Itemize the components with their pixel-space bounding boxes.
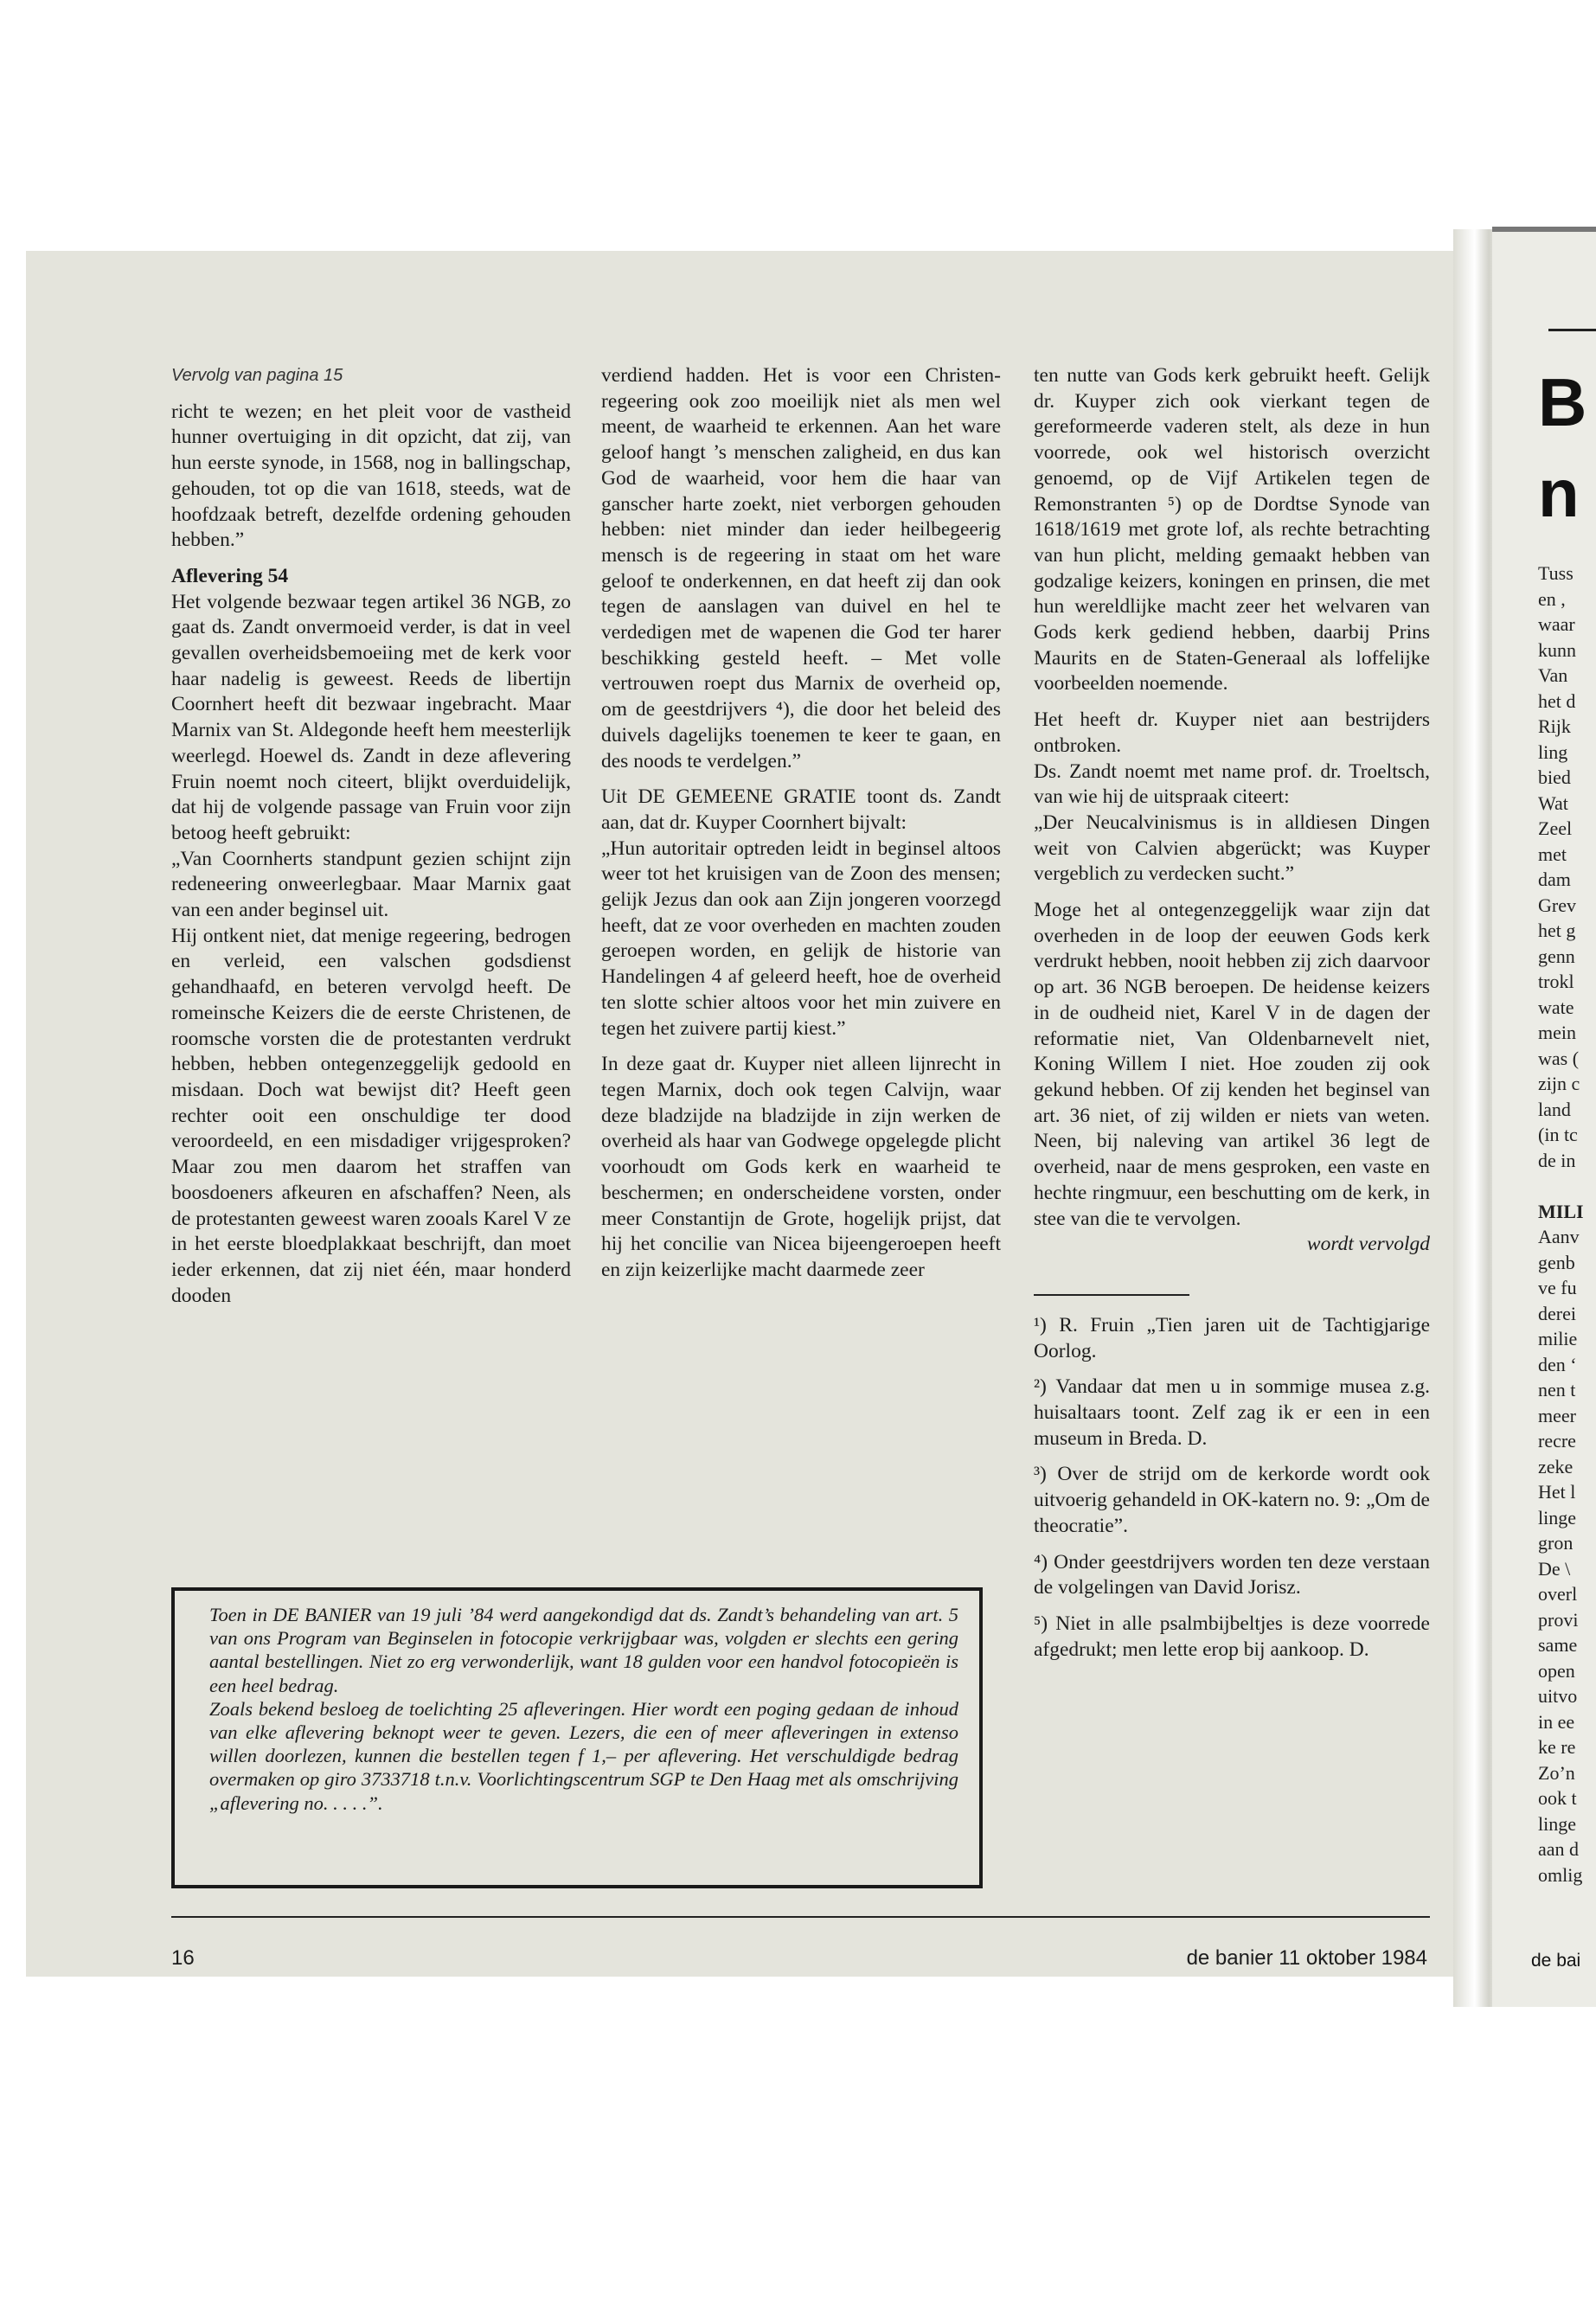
right-page-footer: de bai [1531, 1951, 1581, 1971]
right-page-line: waar [1538, 613, 1575, 635]
right-page-line: Tuss [1538, 562, 1574, 584]
right-page-line: de in [1538, 1149, 1576, 1171]
right-page-line: linge [1538, 1812, 1576, 1835]
column-2 [601, 363, 1001, 1294]
right-page-line: Van [1538, 664, 1568, 686]
continued-from: Vervolg van pagina 15 [171, 366, 343, 385]
footnote: ²) Vandaar dat men u in sommige musea z.g. huisaltaars toont. Zelf zag ik er een in een museum in Breda. D. [1034, 1375, 1430, 1450]
column-3 [1034, 363, 1430, 1673]
column-1 [171, 363, 571, 1309]
right-page-line: genb [1538, 1251, 1575, 1273]
right-page-line: het g [1538, 920, 1576, 941]
right-page-line: uitvo [1538, 1685, 1578, 1707]
paragraph: In deze gaat dr. Kuyper niet alleen lijnrecht in tegen Marnix, doch ook tegen Calvijn, waar deze bladzijde na bladzijde in zijn werken de overheid als haar van Godwege opgelegde plicht voorhoudt om Gods kerk en waarheid te beschermen; en onderscheidene vorsten, onder meer Constantijn de Grote, hogelijk prijst, dat hij het concilie van Nicea bijeengeroepen heeft en zijn keizerlijke macht daarmede zeer [601, 1053, 1001, 1281]
quote-paragraph: „Van Coornherts standpunt gezien schijnt zijn redeneering onweerlegbaar. Maar Marnix gaat van een ander beginsel uit. [171, 847, 571, 922]
right-page-line: zeke [1538, 1455, 1574, 1477]
right-page-line: omlig [1538, 1863, 1583, 1886]
right-page-line: kunn [1538, 638, 1576, 661]
right-page-line [1538, 1173, 1596, 1199]
paragraph: Het heeft dr. Kuyper niet aan bestrijders ontbroken. [1034, 708, 1430, 757]
paragraph: Ds. Zandt noemt met name prof. dr. Troeltsch, van wie hij de uitspraak citeert: [1034, 760, 1430, 809]
right-page-line: ve fu [1538, 1277, 1577, 1298]
footnote: ¹) R. Fruin „Tien jaren uit de Tachtigjarige Oorlog. [1034, 1313, 1430, 1362]
right-page-line: Zeel [1538, 817, 1573, 839]
right-page-line: derei [1538, 1302, 1576, 1324]
right-page-line: den ‘ [1538, 1353, 1577, 1375]
notice-box [171, 1587, 983, 1888]
paragraph: Het volgende bezwaar tegen artikel 36 NGB, zo gaat ds. Zandt onvermoeid verder, is dat in veel gevallen overheidsbemoeiing met de kerk voor haar nadelig is geweest. Reeds de libertijn Coornhert heeft dit bezwaar ingebracht. Maar Marnix van St. Aldegonde heeft hem meesterlijk weerlegd. Hoewel ds. Zandt in deze aflevering Fruin noemt noch citeert, blijkt overduidelijk, dat hij de volgende passage van Fruin voor zijn betoog heeft gebruikt: [171, 590, 571, 844]
right-page-line: Het l [1538, 1481, 1576, 1503]
right-page-line: same [1538, 1634, 1578, 1656]
right-page-line: MILI [1538, 1200, 1584, 1222]
footnote: ⁴) Onder geestdrijvers worden ten deze verstaan de volgelingen van David Jorisz. [1034, 1550, 1430, 1599]
paragraph: ten nutte van Gods kerk gebruikt heeft. Gelijk dr. Kuyper zich ook vierkant tegen de gereformeerde vaderen stelt, als deze in hun voorrede, ook wel historisch overzicht genoemd, op de Vijf Artikelen tegen de Remonstranten ⁵) op de Dordtse Synode van 1618/1619 met grote lof, als rechte betrachting van hun plicht, melding gemaakt hebben van godzalige keizers, koningen en prinsen, die met hun wereldlijke macht zeer het welvaren van Gods kerk gediend hebben, daarbij Prins Maurits en de Staten-Generaal als loffelijke voorbeelden noemende. [1034, 364, 1430, 695]
quote-paragraph: „Hun autoritair optreden leidt in beginsel altoos weer tot het kruisigen van de Zoon des mensen; gelijk Jezus dan ook aan Zijn jongeren voorzegd heeft, dat ze voor overheden en machten zouden geroepen worden, en gelijk de historie van Handelingen 4 af geleerd heeft, hoe de overheid ten slotte schier altoos voor het min zuivere en tegen het zuivere partij kiest.” [601, 836, 1001, 1040]
publication-footer: de banier 11 oktober 1984 [1186, 1946, 1427, 1970]
footer-rule [171, 1916, 1430, 1918]
right-page-line: ook t [1538, 1787, 1577, 1809]
right-page-line: land [1538, 1098, 1571, 1120]
notice-paragraph: Zoals bekend besloeg de toelichting 25 afleveringen. Hier wordt een poging gedaan de inhoud van elke aflevering beknopt weer te geven. Lezers, die een of meer afleveringen in extenso willen doorlezen, kunnen die bestellen tegen f 1,– per aflevering. Het verschuldigde bedrag overmaken op giro 3733718 t.n.v. Voorlichtingscentrum SGP te Den Haag met als omschrijving „aflevering no. . . . .”. [209, 1697, 958, 1814]
right-page-line: met [1538, 843, 1567, 865]
right-page-line: milie [1538, 1328, 1578, 1349]
right-page-line: meer [1538, 1404, 1576, 1426]
right-page-line: trokl [1538, 971, 1574, 992]
right-page-edge [1492, 227, 1596, 232]
right-page-line: recre [1538, 1430, 1576, 1452]
right-page-top-rule [1548, 329, 1596, 331]
continued-note: wordt vervolgd [1306, 1233, 1430, 1256]
right-page-line: genn [1538, 945, 1575, 967]
right-page-line: dam [1538, 868, 1571, 890]
right-page-line: het d [1538, 689, 1576, 712]
right-page-line: ling [1538, 740, 1568, 763]
right-page-line: aan d [1538, 1838, 1580, 1860]
right-page-line: (in tc [1538, 1124, 1578, 1145]
right-page-line: Rijk [1538, 715, 1571, 737]
notice-paragraph: Toen in DE BANIER van 19 juli ’84 werd aangekondigd dat ds. Zandt’s behandeling van art. 5 van ons Program van Beginselen in fotocopie verkrijgbaar was, volgden er slechts een gering aantal bestellingen. Niet zo erg verwonderlijk, want 18 gulden voor een handvol fotocopieën is een heel bedrag. [209, 1604, 958, 1696]
right-page-line: gron [1538, 1532, 1574, 1554]
right-page-line: overl [1538, 1583, 1578, 1605]
right-page-line: was ( [1538, 1047, 1580, 1069]
quote-paragraph: verdiend hadden. Het is voor een Christen-regeering ook zoo moeilijk niet als men wel meent, de waarheid te erkennen. Aan het ware geloof hangt ’s menschen zaligheid, en dus kan God de waarheid, voor hem die haar van ganscher harte zoekt, niet verborgen gehouden hebben: niet minder dan ieder heilbegeerig mensch is de regeering in staat om het ware geloof te onderkennen, en dat heeft zij dan ook tegen de aanslagen van duivel en hel te verdedigen met de wapenen die God ter harer beschikking gesteld heeft. – Met volle vertrouwen roept dus Marnix de overheid op, om de geestdrijvers ⁴), die door het beleid des duivels dagelijks toenemen te keer te gaan, en des noods te verdelgen.” [601, 364, 1001, 772]
right-page-line: wate [1538, 996, 1574, 1018]
page-number: 16 [171, 1946, 195, 1970]
paragraph: Moge het al ontegenzeggelijk waar zijn dat overheden in de loop der eeuwen Gods kerk verdrukt hebben, nooit hebben zij zich daarvoor op art. 36 NGB beroepen. De heidense keizers in de oudheid niet, Karel V in de dagen der reformatie niet, Van Oldenbarnevelt niet, Koning Willem I niet. Hoe zouden zij ook gekund hebben. Of zij kenden het beginsel van art. 36 niet, of zij wilden er niets van weten. Neen, bij naleving van artikel 36 legt de overheid, naar de mens gesproken, een vaste en hechte ringmuur, een beschutting om de kerk, in stee van die te vervolgen. [1034, 899, 1430, 1230]
section-heading: Aflevering 54 [171, 564, 289, 587]
right-page-line: in ee [1538, 1710, 1575, 1733]
paragraph: Uit DE GEMEENE GRATIE toont ds. Zandt aan, dat dr. Kuyper Coornhert bijvalt: [601, 785, 1001, 834]
right-page-line: en , [1538, 587, 1566, 610]
right-page-text-fragments [1538, 561, 1596, 1888]
right-page-line: provi [1538, 1608, 1579, 1631]
right-page-line: De \ [1538, 1557, 1571, 1580]
right-page-line: Zo’n [1538, 1761, 1575, 1784]
right-page-line: Grev [1538, 894, 1576, 916]
right-page-title-line2: n [1538, 455, 1580, 531]
paragraph: richt te wezen; en het pleit voor de vastheid hunner overtuiging in dit opzicht, dat zij, van hun eerste synode, in 1568, nog in ballingschap, gehouden, tot op die van 1618, steeds, wat de hoofdzaak betreft, dezelfde ordening gehouden hebben.” [171, 400, 571, 552]
right-page-line: Aanv [1538, 1226, 1580, 1247]
footnote: ³) Over de strijd om de kerkorde wordt ook uitvoerig gehandeld in OK-katern no. 9: „Om de theocratie”. [1034, 1463, 1430, 1537]
quote-paragraph: Hij ontkent niet, dat menige regeering, bedrogen en verleid, een valschen godsdienst gehandhaafd, en beteren vervolgd heeft. De romeinsche Keizers die de eerste Christenen, de roomsche vorsten die de protestanten verdrukt hebben, hebben ontegenzeggelijk gedoold en misdaan. Doch wat bewijst dit? Heeft geen rechter ooit een onschuldige ter dood veroordeeld, en een misdadiger vrijgesproken? Maar zou men daarom het straffen van boosdoeners afkeuren en afschaffen? Neen, als de protestanten geweest waren zooals Karel V ze in het eerste bloedplakkaat beschrijft, dan moet ieder erkennen, dat zij niet één, maar honderd dooden [171, 924, 571, 1307]
right-page-line: mein [1538, 1022, 1576, 1043]
quote-paragraph: „Der Neucalvinismus is in alldiesen Dingen weit von Calvien abgerückt; was Kuyper vergeblich zu verdecken sucht.” [1034, 811, 1430, 886]
right-page-title-line1: B [1538, 364, 1587, 440]
right-page-line: open [1538, 1659, 1575, 1682]
right-page-line: bied [1538, 766, 1571, 788]
right-page-line: Wat [1538, 792, 1568, 814]
right-page-line: zijn c [1538, 1073, 1580, 1094]
footnote-divider [1034, 1294, 1189, 1296]
right-page-line: linge [1538, 1506, 1576, 1529]
right-page-line: ke re [1538, 1736, 1576, 1758]
footnote: ⁵) Niet in alle psalmbijbeltjes is deze voorrede afgedrukt; men lette erop bij aankoop. D. [1034, 1612, 1430, 1661]
right-page-line: nen t [1538, 1379, 1576, 1400]
